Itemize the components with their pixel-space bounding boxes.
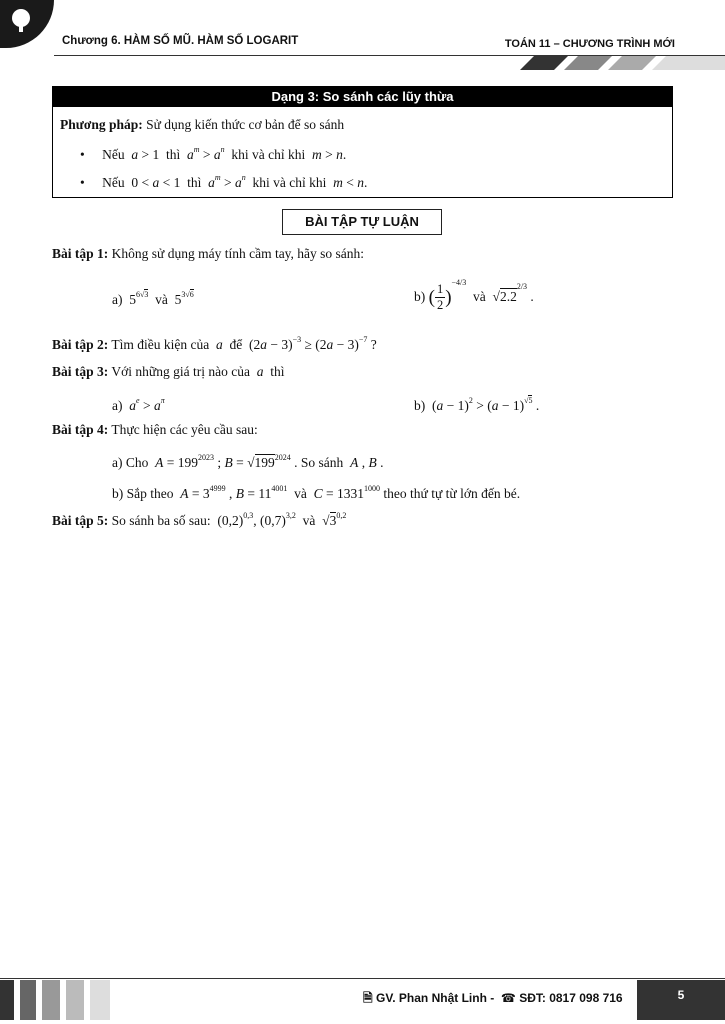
exercise-5: Bài tập 5: So sánh ba số sau: $(0,2)^{0,3}$, $(0,7)^{3,2}$ và √3$^{0,2}$: [52, 511, 347, 528]
footer-divider: [0, 978, 725, 979]
footer-bars: [0, 980, 110, 1020]
method-intro-text: Sử dụng kiến thức cơ bản để so sánh: [146, 117, 345, 132]
phone-icon: ☎: [500, 991, 516, 1005]
chapter-title: Chương 6. HÀM SỐ MŨ. HÀM SỐ LOGARIT: [62, 35, 299, 47]
exercise-3b: b) $(a - 1)^2 > (a - 1)^{√5}$ .: [414, 396, 540, 413]
page-number: 5: [637, 980, 725, 1020]
method-bullet-1: • Nếu a > 1 thì $a^m > a^n$ khi và chỉ khi m > n.: [80, 145, 347, 162]
exercise-4: Bài tập 4: Thực hiện các yêu cầu sau:: [52, 422, 258, 437]
exercise-2: Bài tập 2: Tìm điều kiện của a để $(2a - 3)^{-3} \ge (2a - 3)^{-7}$ ?: [52, 335, 377, 352]
exercise-3-label: Bài tập 3:: [52, 364, 109, 379]
method-label: Phương pháp:: [60, 117, 143, 132]
exercise-1: [52, 246, 364, 262]
exercise-2-label: Bài tập 2:: [52, 337, 109, 352]
method-title: Dạng 3: So sánh các lũy thừa: [53, 87, 672, 107]
exercise-3: Bài tập 3: Với những giá trị nào của a thì: [52, 364, 285, 379]
exercise-heading: BÀI TẬP TỰ LUẬN: [282, 209, 442, 235]
exercise-3a: a) $a^e > a^\pi$: [112, 396, 165, 413]
phone-number: SĐT: 0817 098 716: [519, 991, 623, 1005]
teacher-name: GV. Phan Nhật Linh: [376, 991, 487, 1005]
footer-contact: 🗎 GV. Phan Nhật Linh - ☎ SĐT: 0817 098 716: [363, 991, 623, 1005]
exercise-1-label: Bài tập 1:: [52, 246, 109, 261]
exercise-1a: a) $5^{6√3}$ và $5^{3√6}$: [112, 290, 194, 307]
exercise-5-label: Bài tập 5:: [52, 513, 109, 528]
exercise-1-text: Không sử dụng máy tính cầm tay, hãy so sánh:: [111, 246, 365, 261]
exercise-4a: a) Cho $A = 199^{2023}$ ; $B = √199^{2024}$ . So sánh A , B .: [112, 453, 384, 470]
exercise-4-label: Bài tập 4:: [52, 422, 109, 437]
exercise-1b: b) ( $\frac{1}{2}$ )$^{-4/3}$ và $√2.2^{2/3}$ .: [414, 278, 534, 313]
method-box: [52, 86, 673, 198]
course-title: TOÁN 11 – CHƯƠNG TRÌNH MỚI: [504, 38, 675, 50]
header-stripes: [520, 56, 725, 70]
exercise-4b: b) Sắp theo $A = 3^{4999}$ , $B = 11^{4001}$ và $C = 1331^{1000}$ theo thứ tự từ lớn đến bé.: [112, 484, 521, 501]
logo: [0, 0, 54, 48]
method-intro: [60, 117, 344, 133]
tree-icon: [6, 6, 36, 36]
method-bullet-2: • Nếu 0 < a < 1 thì $a^m > a^n$ khi và chỉ khi m < n.: [80, 173, 368, 190]
document-icon: 🗎: [363, 991, 373, 1005]
